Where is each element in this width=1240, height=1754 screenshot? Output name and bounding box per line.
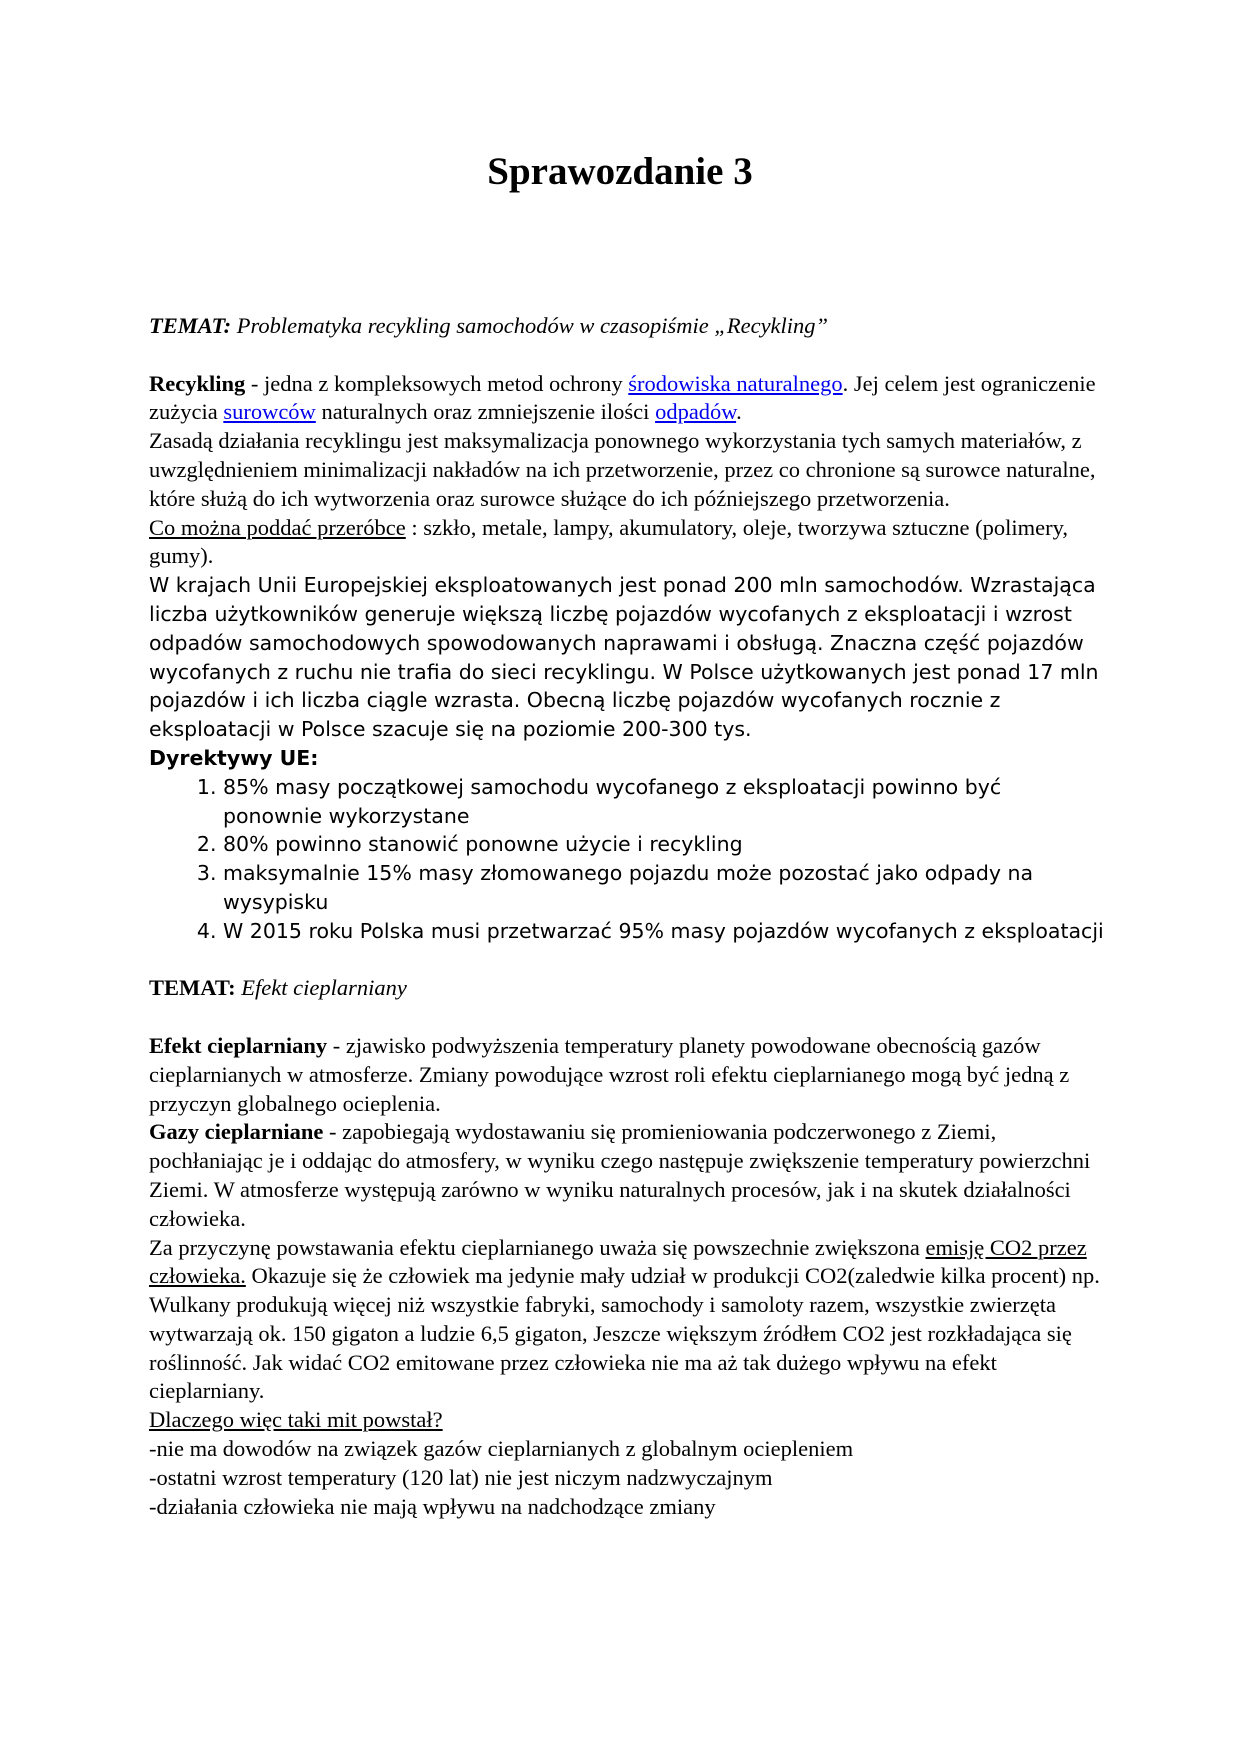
recykling-term: Recykling	[149, 370, 246, 396]
topic2-line	[149, 974, 1104, 1003]
greenhouse-text: - zjawisko podwyższenia temperatury planety powodowane obecnością gazów cieplarnianych w atmosferze. Zmiany powodujące wzrost roli efektu cieplarnianego mogą być jedną z przyczyn globalnego ocieplenia.	[149, 1032, 1070, 1116]
gases-text: - zapobiegają wydostawaniu się promieniowania podczerwonego z Ziemi, pochłaniając je i oddając do atmosfery, w wyniku czego następuje zwiększenie temperatury powierzchni Ziemi. W atmosferze występują zarówno w wyniku naturalnych procesów, jak i na skutek działalności człowieka.	[149, 1119, 1091, 1231]
topic1-label: TEMAT:	[149, 313, 232, 338]
reason-line: -ostatni wzrost temperatury (120 lat) nie jest niczym nadzwyczajnym	[149, 1464, 773, 1490]
greenhouse-term: Efekt cieplarniany	[149, 1032, 328, 1058]
directive-item: 1. 85% masy początkowej samochodu wycofanego z eksploatacji powinno być ponownie wykorzystane	[223, 773, 1104, 831]
directives-heading: Dyrektywy UE:	[149, 745, 319, 770]
cause-emission: emisję CO2 przez człowieka.	[149, 1234, 1087, 1289]
processing-label: Co można poddać przeróbce	[149, 514, 406, 540]
recykling-definition	[149, 370, 1104, 428]
greenhouse-definition	[149, 1032, 1104, 1118]
link-surowcow[interactable]: surowców	[223, 399, 316, 425]
directive-item: 4. W 2015 roku Polska musi przetwarzać 95% masy pojazdów wycofanych z eksploatacji	[223, 917, 1104, 946]
document-body	[149, 312, 1104, 1521]
topic1-line	[149, 312, 1104, 341]
spacer	[149, 1003, 1104, 1032]
link-srodowiska[interactable]: środowiska naturalnego	[628, 370, 843, 396]
spacer	[149, 341, 1104, 370]
page-title: Sprawozdanie 3	[487, 150, 753, 193]
topic1-text: Problematyka recykling samochodów w czasopiśmie „Recykling”	[231, 313, 829, 338]
directives-list	[149, 773, 1104, 946]
processing-paragraph	[149, 514, 1104, 572]
recykling-text-2: . Jej celem jest ograniczenie zużycia	[149, 370, 1096, 425]
topic2-text: Efekt cieplarniany	[235, 975, 407, 1001]
directive-item: 2. 80% powinno stanowić ponowne użycie i recykling	[223, 830, 1104, 859]
recykling-text-4: .	[736, 399, 742, 425]
link-odpadow[interactable]: odpadów	[655, 399, 737, 425]
recykling-principle: Zasadą działania recyklingu jest maksymalizacja ponownego wykorzystania tych samych materiałów, z uwzględnieniem minimalizacji nakładów na ich przetworzenie, przez co chronione są surowce naturalne, które służą do ich wytworzenia oraz surowce służące do ich późniejszego przetworzenia.	[149, 428, 1096, 511]
spacer	[149, 946, 1104, 975]
recykling-text-1: - jedna z kompleksowych metod ochrony	[245, 370, 629, 396]
recykling-text-3: naturalnych oraz zmniejszenie ilości	[315, 399, 656, 425]
cause-text-2: Okazuje się że człowiek ma jedynie mały udział w produkcji CO2(zaledwie kilka procent) np. Wulkany produkują więcej niż wszystkie fabryki, samochody i samoloty razem, wszystkie zwierzęta wytwarzają ok. 150 gigaton a ludzie 6,5 gigaton, Jeszcze większym źródłem CO2 jest rozkładająca się roślinność. Jak widać CO2 emitowane przez człowieka nie ma aż tak dużego wpływu na efekt cieplarniany.	[149, 1263, 1100, 1404]
topic2-label: TEMAT:	[149, 975, 236, 1001]
directive-item: 3. maksymalnie 15% masy złomowanego pojazdu może pozostać jako odpady na wysypisku	[223, 859, 1104, 917]
cause-text-1: Za przyczynę powstawania efektu cieplarnianego uważa się powszechnie zwiększona	[149, 1234, 926, 1260]
myth-question: Dlaczego więc taki mit powstał?	[149, 1407, 443, 1433]
eu-vehicles-paragraph: W krajach Unii Europejskiej eksploatowanych jest ponad 200 mln samochodów. Wzrastająca liczba użytkowników generuje większą liczbę pojazdów wycofanych z eksploatacji i wzrost odpadów samochodowych spowodowanych naprawami i obsługą. Znaczna część pojazdów wycofanych z ruchu nie trafia do sieci recyklingu. W Polsce użytkowanych jest ponad 17 mln pojazdów i ich liczba ciągle wzrasta. Obecną liczbę pojazdów wycofanych rocznie z eksploatacji w Polsce szacuje się na poziomie 200-300 tys.	[149, 573, 1099, 742]
reason-line: -działania człowieka nie mają wpływu na nadchodzące zmiany	[149, 1493, 716, 1519]
processing-text: : szkło, metale, lampy, akumulatory, oleje, tworzywa sztuczne (polimery, gumy).	[149, 514, 1069, 569]
gases-definition	[149, 1118, 1104, 1233]
gases-term: Gazy cieplarniane	[149, 1119, 324, 1145]
reason-line: -nie ma dowodów na związek gazów cieplarnianych z globalnym ociepleniem	[149, 1436, 854, 1462]
cause-paragraph	[149, 1234, 1104, 1407]
